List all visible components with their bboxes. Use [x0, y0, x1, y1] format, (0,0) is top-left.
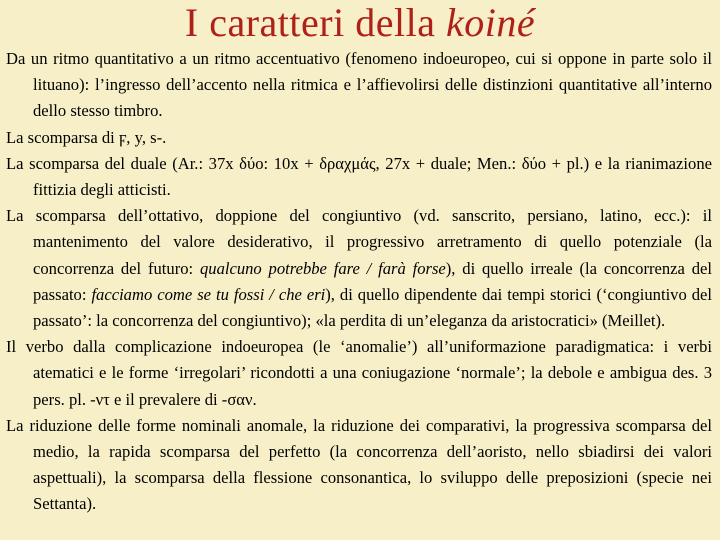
paragraph-nominal: La riduzione delle forme nominali anomale, la riduzione dei comparativi, la progressiva scomparsa del medio, la rapida scomparsa del perfetto (la concorrenza dell’aoristo, nello sbiadirsi dei valori aspettuali), la scomparsa della flessione consonantica, lo sviluppo delle preposizioni (specie nei Settanta). [6, 415, 712, 514]
paragraph-optative [6, 203, 712, 334]
optative-text-c: ), di quello irreale (la concorrenza del passato: [33, 258, 712, 304]
paragraph-dual: La scomparsa del duale (Ar.: 37x δύο: 10x + δραχμάς, 27x + duale; Men.: δύο + pl.) e la rianimazione fittizia degli atticisti. [6, 153, 712, 200]
paragraph-digamma: La scomparsa di ϝ, y, s-. [6, 127, 167, 147]
optative-text-e: ), di quello dipendente dai tempi storici (‘congiuntivo del passato’: la concorrenza del congiuntivo); «la perdita di un’eleganza da aristocratici» (Meillet). [33, 284, 713, 331]
slide-body [6, 46, 712, 518]
optative-example-1: qualcuno potrebbe fare / farà forse [199, 258, 446, 278]
paragraph-verb: Il verbo dalla complicazione indoeuropea (le ‘anomalie’) all’uniformazione paradigmatica: i verbi atematici e le forme ‘irregolari’ ricondotti a una coniugazione ‘normale’; la debole e ambigua des. 3 pers. pl. -ντ e il prevalere di -σαν. [6, 337, 712, 409]
optative-example-2: facciamo come se tu fossi / che eri [91, 284, 326, 304]
title-main: I caratteri della [184, 0, 446, 45]
slide-title [0, 0, 720, 46]
optative-text-a: La scomparsa dell’ottativo, doppione del congiuntivo (vd. sanscrito, persiano, latino, ecc.): il mantenimento del valore desiderativo, il progressivo arretramento di quello potenziale (la concorrenza del futuro: [6, 206, 712, 278]
paragraph-rhythm: Da un ritmo quantitativo a un ritmo accentuativo (fenomeno indoeuropeo, cui si oppone in parte solo il lituano): l’ingresso dell’accento nella ritmica e l’affievolirsi delle distinzioni quantitative all’interno dello stesso timbro. [6, 49, 712, 121]
title-italic: koiné [445, 0, 536, 45]
